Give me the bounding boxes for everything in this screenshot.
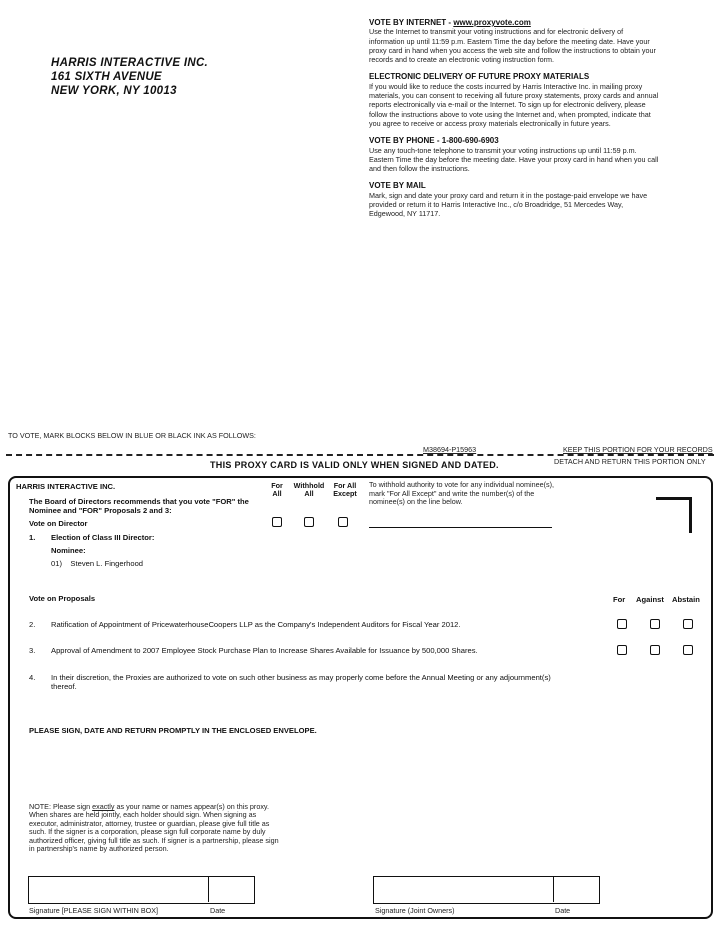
proposal-text: In their discretion, the Proxies are authorized to vote on such other business as may properly come before the Annual Meeting or any adjournment(s) thereof.	[51, 673, 551, 691]
col-for-all-except: For All Except	[333, 481, 357, 498]
company-city: NEW YORK, NY 10013	[51, 85, 177, 97]
proposal-3-against-checkbox[interactable]	[650, 645, 660, 655]
company-street: 161 SIXTH AVENUE	[51, 71, 162, 83]
valid-notice: THIS PROXY CARD IS VALID ONLY WHEN SIGNED AND DATED.	[210, 460, 499, 470]
election-number: 1.	[29, 533, 36, 542]
proposal-number: 2.	[29, 620, 36, 629]
proxyvote-link[interactable]: www.proxyvote.com	[453, 18, 531, 27]
proposal-3-abstain-checkbox[interactable]	[683, 645, 693, 655]
proposal-2-for-checkbox[interactable]	[617, 619, 627, 629]
voting-instructions	[369, 18, 659, 219]
proposal-2-abstain-checkbox[interactable]	[683, 619, 693, 629]
internet-heading: VOTE BY INTERNET - www.proxyvote.com	[369, 18, 531, 27]
date-label: Date	[210, 906, 226, 915]
signature-box[interactable]	[28, 876, 255, 904]
vote-on-proposals: Vote on Proposals	[29, 594, 96, 603]
keep-portion-label: KEEP THIS PORTION FOR YOUR RECORDS	[563, 445, 713, 454]
proposal-number: 4.	[29, 673, 36, 682]
mail-heading: VOTE BY MAIL	[369, 181, 426, 191]
proposal-text: Ratification of Appointment of PricewaterhouseCoopers LLP as the Company's Independent Auditors for Fiscal Year 2012.	[51, 620, 461, 629]
return-address	[51, 56, 208, 98]
proposal-number: 3.	[29, 646, 36, 655]
vote-on-director: Vote on Director	[29, 519, 88, 528]
for-all-except-checkbox[interactable]	[338, 517, 348, 527]
control-number: M38694-P15963	[423, 445, 477, 454]
for-all-checkbox[interactable]	[272, 517, 282, 527]
proposal-3-for-checkbox[interactable]	[617, 645, 627, 655]
card-company: HARRIS INTERACTIVE INC.	[16, 482, 116, 491]
election-label: Election of Class III Director:	[51, 533, 155, 542]
electronic-body: If you would like to reduce the costs incurred by Harris Interactive Inc. in mailing proxy materials, you can consent to receiving all future proxy statements, proxy cards and annual reports electronically via e-mail or the Internet. To sign up for electronic delivery, please follow the instructions above to vote using the Internet and, when prompted, indicate that you agree to receive or access proxy materials electronically in future years.	[369, 81, 659, 128]
withhold-all-checkbox[interactable]	[304, 517, 314, 527]
mail-body: Mark, sign and date your proxy card and return it in the postage-paid envelope we have provided or return it to Harris Interactive Inc., c/o Broadridge, 51 Mercedes Way, Edgewood, NY 11717.	[369, 190, 648, 219]
phone-heading: VOTE BY PHONE - 1-800-690-6903	[369, 136, 499, 146]
detach-portion-label: DETACH AND RETURN THIS PORTION ONLY	[554, 457, 706, 466]
nominee-name: 01) Steven L. Fingerhood	[51, 559, 144, 568]
electronic-heading: ELECTRONIC DELIVERY OF FUTURE PROXY MATERIALS	[369, 72, 590, 82]
withhold-instruction: To withhold authority to vote for any individual nominee(s), mark "For All Except" and write the number(s) of the nominee(s) on the line below.	[369, 480, 554, 506]
signing-note: NOTE: Please sign exactly as your name or names appear(s) on this proxy. When shares are held jointly, each holder should sign. When signing as executor, administrator, attorney, trustee or guardian, please give full title as such. If the signer is a corporation, please sign full corporate name by duly authorized officer, giving full title as such. If signer is a partnership, please sign in partnership's name by authorized person.	[29, 802, 279, 854]
proposal-2-against-checkbox[interactable]	[650, 619, 660, 629]
col-abstain: Abstain	[672, 595, 700, 604]
col-for-all: For All	[271, 481, 283, 498]
joint-date-label: Date	[555, 906, 571, 915]
company-name: HARRIS INTERACTIVE INC.	[51, 57, 209, 69]
col-for: For	[613, 595, 626, 604]
sign-prompt: PLEASE SIGN, DATE AND RETURN PROMPTLY IN THE ENCLOSED ENVELOPE.	[29, 726, 317, 735]
nominee-label: Nominee:	[51, 546, 86, 555]
joint-signature-label: Signature (Joint Owners)	[375, 906, 455, 915]
signature-label: Signature [PLEASE SIGN WITHIN BOX]	[29, 906, 159, 915]
corner-mark	[656, 497, 692, 533]
detach-line	[6, 454, 714, 456]
col-against: Against	[636, 595, 664, 604]
internet-body: Use the Internet to transmit your voting instructions and for electronic delivery of information up until 11:59 p.m. Eastern Time the day before the meeting date. Have your proxy card in hand when you access the web site and follow the instructions to obtain your records and to create an electronic voting instruction form.	[369, 27, 656, 65]
nominee-number-line[interactable]	[369, 527, 552, 528]
joint-signature-date-divider	[553, 876, 554, 902]
joint-signature-box[interactable]	[373, 876, 600, 904]
mark-instruction: TO VOTE, MARK BLOCKS BELOW IN BLUE OR BLACK INK AS FOLLOWS:	[8, 431, 256, 440]
board-recommendation: The Board of Directors recommends that you vote "FOR" the Nominee and "FOR" Proposals 2 and 3:	[29, 497, 249, 515]
phone-body: Use any touch-tone telephone to transmit your voting instructions up until 11:59 p.m. Eastern Time the day before the meeting date. Have your proxy card in hand when you call and then follow the instructions.	[369, 145, 659, 174]
col-withhold-all: Withhold All	[293, 481, 325, 498]
proposal-text: Approval of Amendment to 2007 Employee Stock Purchase Plan to Increase Shares Available for Issuance by 500,000 Shares.	[51, 646, 478, 655]
signature-date-divider	[208, 876, 209, 902]
